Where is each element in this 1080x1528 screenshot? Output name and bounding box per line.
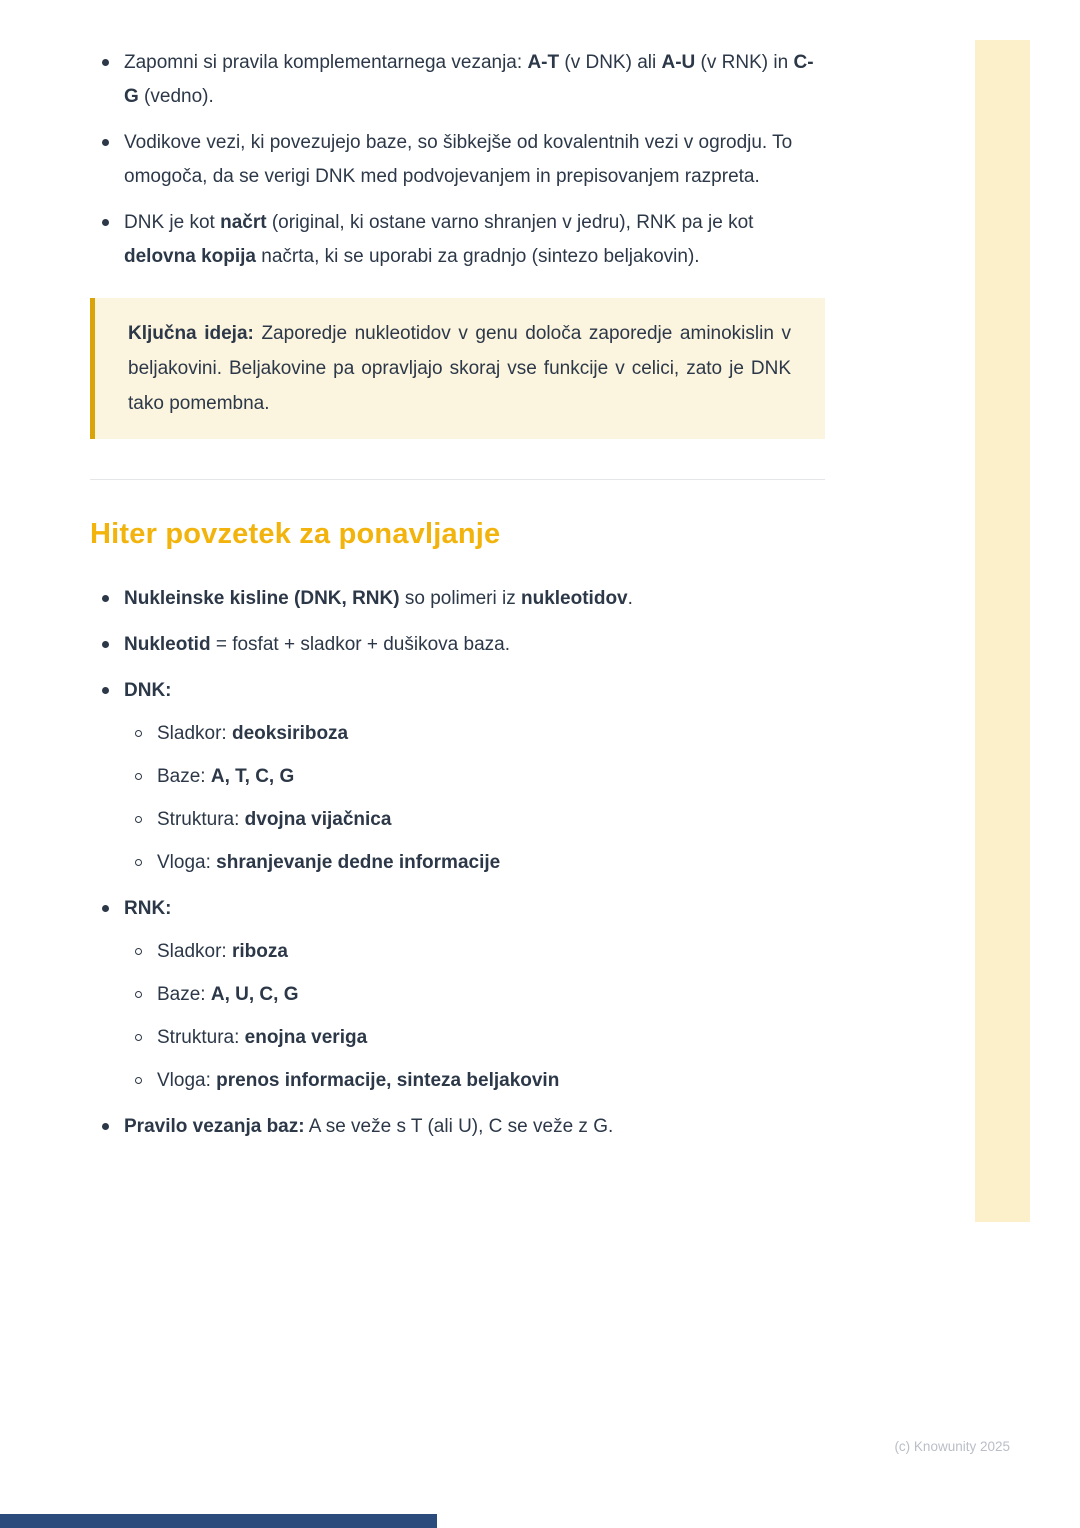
paragraph <box>124 628 825 662</box>
sub-bullet-item <box>124 1064 825 1098</box>
paragraph <box>124 582 825 616</box>
bullet-item-dnk <box>90 674 825 880</box>
sub-bullet-item <box>124 846 825 880</box>
paragraph <box>157 1021 825 1055</box>
notes-content <box>90 46 825 1144</box>
text-run: Nukleinske kisline (DNK, RNK) <box>124 588 400 609</box>
text-run: Struktura: <box>157 809 245 830</box>
text-run: prenos informacije, sinteza beljakovin <box>216 1070 560 1091</box>
section-divider <box>90 479 825 480</box>
text-run: (original, ki ostane varno shranjen v jedru), RNK pa je kot <box>266 212 754 233</box>
text-run: (v DNK) ali <box>559 52 662 73</box>
text-run: . <box>627 588 633 609</box>
text-run: Vloga: <box>157 1070 217 1091</box>
bullet-item <box>90 1110 825 1144</box>
bullet-text <box>157 803 825 837</box>
bullet-circle-icon <box>135 859 142 866</box>
bullet-dot-icon <box>102 219 109 226</box>
text-run: delovna kopija <box>124 246 256 267</box>
bullet-text <box>157 717 825 751</box>
text-run: (vedno). <box>138 86 214 107</box>
text-run: Baze: <box>157 766 211 787</box>
text-run: DNK: <box>124 680 172 701</box>
bullet-text <box>124 126 825 194</box>
text-run: Sladkor: <box>157 723 232 744</box>
bullet-circle-icon <box>135 948 142 955</box>
bullet-circle-icon <box>135 1034 142 1041</box>
bullet-item <box>90 46 825 114</box>
paragraph <box>157 803 825 837</box>
text-run: A-T <box>527 52 560 73</box>
paragraph <box>157 846 825 880</box>
right-accent-stripe <box>975 40 1030 1222</box>
section-heading: Hiter povzetek za ponavljanje <box>90 518 501 550</box>
paragraph <box>157 978 825 1012</box>
bullet-text <box>124 206 825 274</box>
bullet-text <box>157 935 825 969</box>
text-run: shranjevanje dedne informacije <box>216 852 501 873</box>
bullet-dot-icon <box>102 641 109 648</box>
bullet-dot-icon <box>102 59 109 66</box>
bullet-text <box>157 846 825 880</box>
bullet-item <box>90 206 825 274</box>
bullet-dot-icon <box>102 1123 109 1130</box>
bullet-circle-icon <box>135 816 142 823</box>
bullet-item-rnk <box>90 892 825 1098</box>
text-run: Vodikove vezi, ki povezujejo baze, so šibkejše od kovalentnih vezi v ogrodju. To omogoča, da se verigi DNK med podvojevanjem in prepisovanjem razpreta. <box>124 132 793 187</box>
paragraph <box>157 717 825 751</box>
paragraph <box>124 892 825 926</box>
text-run: Struktura: <box>157 1027 245 1048</box>
text-run: deoksiriboza <box>231 723 349 744</box>
bullet-text <box>157 1021 825 1055</box>
callout-title: Ključna ideja: <box>128 323 254 344</box>
callout-text <box>128 316 791 421</box>
summary-bullet-list <box>90 582 825 1144</box>
text-run: A-U <box>661 52 696 73</box>
paragraph <box>124 206 825 274</box>
text-run: RNK: <box>124 898 172 919</box>
bullet-dot-icon <box>102 139 109 146</box>
sub-bullet-item <box>124 978 825 1012</box>
text-run: načrta, ki se uporabi za gradnjo (sintezo beljakovin). <box>255 246 700 267</box>
bullet-circle-icon <box>135 991 142 998</box>
key-idea-callout <box>90 298 825 439</box>
bullet-text <box>124 674 825 880</box>
bullet-circle-icon <box>135 773 142 780</box>
bullet-circle-icon <box>135 730 142 737</box>
bullet-text <box>124 582 825 616</box>
sub-bullet-item <box>124 803 825 837</box>
bullet-text <box>124 892 825 1098</box>
text-run: (v RNK) in <box>695 52 794 73</box>
bullet-text <box>157 760 825 794</box>
paragraph <box>124 46 825 114</box>
copyright-footer: (c) Knowunity 2025 <box>894 1439 1010 1454</box>
dnk-sublist <box>124 717 825 880</box>
bullet-dot-icon <box>102 595 109 602</box>
text-run: Baze: <box>157 984 211 1005</box>
text-run: načrt <box>220 212 267 233</box>
paragraph <box>157 760 825 794</box>
bullet-text <box>157 978 825 1012</box>
text-run: Zaporedje nukleotidov v genu določa zaporedje aminokislin v beljakovini. Beljakovine pa opravljajo skoraj vse funkcije v celici, zato je DNK tako pomembna. <box>128 323 791 414</box>
intro-bullet-list <box>90 46 825 274</box>
sub-bullet-item <box>124 717 825 751</box>
text-run: nukleotidov <box>521 588 628 609</box>
text-run: Vloga: <box>157 852 217 873</box>
text-run: Nukleotid <box>124 634 211 655</box>
text-run: enojna veriga <box>244 1027 368 1048</box>
text-run: Zapomni si pravila komplementarnega vezanja: <box>124 52 528 73</box>
text-run: A, T, C, G <box>210 766 295 787</box>
text-run: A se veže s T (ali U), C se veže z G. <box>304 1116 614 1137</box>
bullet-circle-icon <box>135 1077 142 1084</box>
text-run: riboza <box>231 941 288 962</box>
sub-bullet-item <box>124 1021 825 1055</box>
paragraph <box>157 935 825 969</box>
text-run: Pravilo vezanja baz: <box>124 1116 305 1137</box>
bullet-item <box>90 628 825 662</box>
paragraph <box>124 126 825 194</box>
bullet-item <box>90 582 825 616</box>
rnk-sublist <box>124 935 825 1098</box>
text-run: A, U, C, G <box>210 984 299 1005</box>
text-run: so polimeri iz <box>399 588 521 609</box>
text-run: = fosfat + sladkor + dušikova baza. <box>210 634 510 655</box>
paragraph <box>124 1110 825 1144</box>
bullet-text <box>124 1110 825 1144</box>
sub-bullet-item <box>124 760 825 794</box>
next-page-banner <box>0 1514 437 1528</box>
bullet-item <box>90 126 825 194</box>
text-run: dvojna vijačnica <box>244 809 392 830</box>
bullet-dot-icon <box>102 687 109 694</box>
text-run: Sladkor: <box>157 941 232 962</box>
text-run: C-G <box>124 52 814 107</box>
paragraph <box>157 1064 825 1098</box>
bullet-text <box>124 628 825 662</box>
bullet-text <box>157 1064 825 1098</box>
paragraph <box>124 674 825 708</box>
bullet-text <box>124 46 825 114</box>
bullet-dot-icon <box>102 905 109 912</box>
sub-bullet-item <box>124 935 825 969</box>
text-run: DNK je kot <box>124 212 221 233</box>
